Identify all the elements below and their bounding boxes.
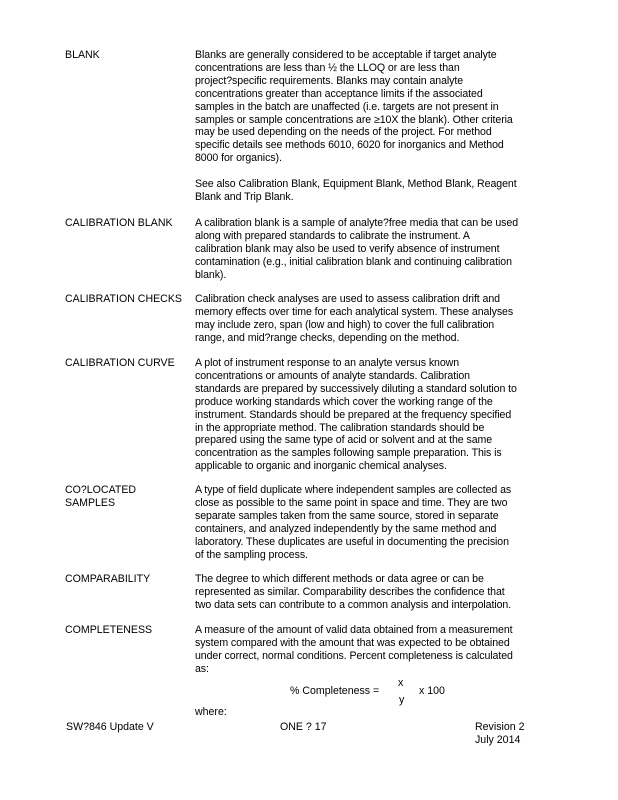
definition-line: as: bbox=[195, 662, 209, 675]
definition-line: samples in the batch are unaffected (i.e. targets are not present in bbox=[195, 100, 499, 113]
definition-comparability bbox=[195, 573, 545, 612]
definition-line: concentrations greater than acceptance limits if the associated bbox=[195, 87, 483, 100]
definition-line: two data sets can contribute to a common analysis and interpolation. bbox=[195, 598, 512, 611]
definition-line: project?specific requirements. Blanks may contain analyte bbox=[195, 74, 464, 87]
definition-calibration-blank bbox=[195, 217, 545, 282]
definition-line: along with prepared standards to calibrate the instrument. A bbox=[195, 229, 470, 242]
formula-denominator: y bbox=[399, 694, 405, 706]
footer-document-id: SW?846 Update V bbox=[66, 721, 154, 733]
definition-line: may include zero, span (low and high) to cover the full calibration bbox=[195, 318, 495, 331]
term-co-located-samples: CO?LOCATED SAMPLES bbox=[65, 484, 137, 509]
definition-line: memory effects over time for each analytical system. These analyses bbox=[195, 305, 514, 318]
definition-line: Blanks are generally considered to be acceptable if target analyte bbox=[195, 49, 497, 61]
definition-line: concentrations are less than ½ the LLOQ or are less than bbox=[195, 61, 460, 74]
definition-line: of the sampling process. bbox=[195, 548, 308, 561]
definition-line: laboratory. These duplicates are useful in documenting the precision bbox=[195, 535, 509, 548]
definition-line: A calibration blank is a sample of analyte?free media that can be used bbox=[195, 217, 519, 229]
footer-revision-date: July 2014 bbox=[475, 734, 521, 746]
definition-line: samples or sample concentrations are ≥10X the blank). Other criteria bbox=[195, 113, 513, 126]
definition-line: range, and mid?range checks, depending on the method. bbox=[195, 331, 460, 344]
term-blank: BLANK bbox=[65, 49, 100, 61]
definition-line: represented as similar. Comparability describes the confidence that bbox=[195, 585, 505, 598]
definition-line: blank). bbox=[195, 268, 227, 281]
definition-completeness bbox=[195, 624, 545, 676]
term-comparability: COMPARABILITY bbox=[65, 573, 151, 585]
definition-line: separate samples taken from the same source, stored in separate bbox=[195, 509, 499, 522]
definition-line: instrument. Standards should be prepared at the frequency specified bbox=[195, 408, 512, 421]
definition-blank-see-also bbox=[195, 178, 545, 204]
definition-line: concentrations or amounts of analyte standards. Calibration bbox=[195, 369, 470, 382]
definition-line: in the appropriate method. The calibration standards should be bbox=[195, 421, 485, 434]
footer-page-number: ONE ? 17 bbox=[280, 721, 327, 733]
definition-co-located-samples bbox=[195, 484, 545, 561]
definition-line: contamination (e.g., initial calibration blank and continuing calibration bbox=[195, 255, 512, 268]
definition-line: concentration as the samples following sample preparation. This is bbox=[195, 447, 502, 460]
definition-line: A measure of the amount of valid data obtained from a measurement bbox=[195, 624, 513, 636]
definition-line: prepared using the same type of acid or solvent and at the same bbox=[195, 434, 493, 447]
definition-line: Blank and Trip Blank. bbox=[195, 190, 294, 203]
formula-multiplier: x 100 bbox=[419, 685, 445, 697]
where-text: where: bbox=[195, 706, 227, 718]
definition-line: standards are prepared by successively diluting a standard solution to bbox=[195, 382, 517, 395]
definition-line: system compared with the amount that was expected to be obtained bbox=[195, 636, 510, 649]
definition-line: under correct, normal conditions. Percent completeness is calculated bbox=[195, 649, 513, 662]
term-calibration-blank: CALIBRATION BLANK bbox=[65, 217, 173, 229]
term-calibration-curve: CALIBRATION CURVE bbox=[65, 357, 175, 369]
definition-line: The degree to which different methods or data agree or can be bbox=[195, 573, 484, 585]
definition-line: A type of field duplicate where independent samples are collected as bbox=[195, 484, 512, 496]
definition-line: applicable to organic and inorganic chemical analyses. bbox=[195, 460, 447, 473]
definition-line: calibration blank may also be used to verify absence of instrument bbox=[195, 242, 500, 255]
formula-label: % Completeness = bbox=[290, 685, 380, 697]
definition-line: produce working standards which cover the working range of the bbox=[195, 395, 493, 408]
definition-line: 8000 for organics). bbox=[195, 152, 282, 165]
definition-line: may be used depending on the needs of the project. For method bbox=[195, 126, 492, 139]
term-calibration-checks: CALIBRATION CHECKS bbox=[65, 293, 182, 305]
definition-line: containers, and analyzed independently by the same method and bbox=[195, 522, 497, 535]
definition-line: close as possible to the same point in space and time. They are two bbox=[195, 496, 508, 509]
definition-line: Calibration check analyses are used to assess calibration drift and bbox=[195, 293, 500, 305]
completeness-formula bbox=[0, 677, 618, 707]
definition-line: specific details see methods 6010, 6020 for inorganics and Method bbox=[195, 139, 504, 152]
definition-blank bbox=[195, 49, 545, 165]
definition-calibration-curve bbox=[195, 357, 545, 473]
footer-revision bbox=[475, 721, 524, 747]
definition-line: A plot of instrument response to an analyte versus known bbox=[195, 357, 460, 369]
definition-line: See also Calibration Blank, Equipment Blank, Method Blank, Reagent bbox=[195, 178, 517, 190]
footer-revision-number: Revision 2 bbox=[475, 721, 525, 733]
definition-calibration-checks bbox=[195, 293, 545, 345]
term-completeness: COMPLETENESS bbox=[65, 624, 153, 636]
formula-numerator: x bbox=[398, 677, 404, 689]
